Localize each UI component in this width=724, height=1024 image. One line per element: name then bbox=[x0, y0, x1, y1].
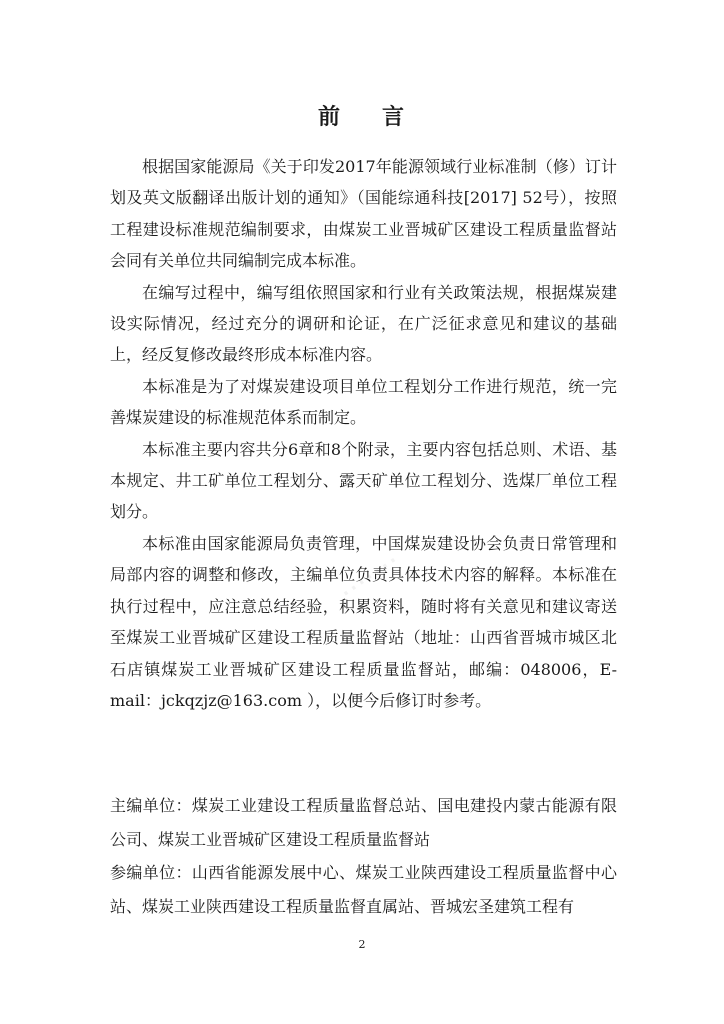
watermark: ······· bbox=[332, 544, 408, 611]
paragraph-3: 本标准是为了对煤炭建设项目单位工程划分工作进行规范，统一完善煤炭建设的标准规范体系而制定。 bbox=[110, 376, 617, 428]
participating-units: 参编单位：山西省能源发展中心、煤炭工业陕西建设工程质量监督中心站、煤炭工业陕西建设工程质量监督直属站、晋城宏圣建筑工程有 bbox=[110, 863, 617, 916]
title-char-1: 前 bbox=[317, 104, 342, 130]
title-char-2: 言 bbox=[382, 104, 407, 130]
preface-body bbox=[110, 151, 617, 716]
paragraph-4: 本标准主要内容共分6章和8个附录，主要内容包括总则、术语、基本规定、井工矿单位工程划分、露天矿单位工程划分、选煤厂单位工程划分。 bbox=[110, 439, 617, 522]
page-title bbox=[0, 100, 724, 131]
units-section bbox=[110, 789, 617, 923]
paragraph-1: 根据国家能源局《关于印发2017年能源领域行业标准制（修）订计划及英文版翻译出版计划的通知》（国能综通科技[2017] 52号），按照工程建设标准规范编制要求，由煤炭工业晋城矿区建设工程质量监督站会同有关单位共同编制完成本标准。 bbox=[110, 157, 617, 271]
chief-editor-units: 主编单位：煤炭工业建设工程质量监督总站、国电建投内蒙古能源有限公司、煤炭工业晋城矿区建设工程质量监督站 bbox=[110, 796, 617, 849]
page-number: 2 bbox=[358, 938, 366, 951]
paragraph-2: 在编写过程中，编写组依照国家和行业有关政策法规，根据煤炭建设实际情况，经过充分的调研和论证，在广泛征求意见和建议的基础上，经反复修改最终形成本标准内容。 bbox=[110, 282, 617, 365]
paragraph-5: 本标准由国家能源局负责管理，中国煤炭建设协会负责日常管理和局部内容的调整和修改，主编单位负责具体技术内容的解释。本标准在执行过程中，应注意总结经验，积累资料，随时将有关意见和建议寄送至煤炭工业晋城矿区建设工程质量监督站（地址：山西省晋城市城区北石店镇煤炭工业晋城矿区建设工程质量监督站，邮编：048006，E-mail：jckqzjz@163.com ），以便今后修订时参考。 bbox=[110, 533, 617, 710]
